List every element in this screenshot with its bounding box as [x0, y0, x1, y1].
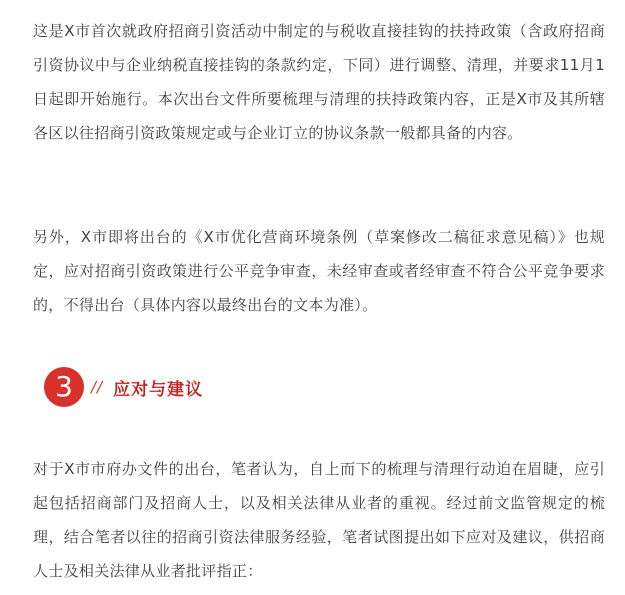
section-number-badge: 3 — [44, 367, 84, 407]
body-paragraph-author-suggestions: 对于X市市府办文件的出台，笔者认为，自上而下的梳理与清理行动迫在眉睫，应引起包括招商部门及招商人士，以及相关法律从业者的重视。经过前文监管规定的梳理，结合笔者以往的招商引资法律服务经验，笔者试图提出如下应对及建议，供招商人士及相关法律从业者批评指正： — [33, 460, 605, 580]
body-paragraph-policy-cleanup: 这是X市首次就政府招商引资活动中制定的与税收直接挂钩的扶持政策（含政府招商引资协议中与企业纳税直接挂钩的条款约定，下同）进行调整、清理，并要求11月1日起即开始施行。本次出台文件所要梳理与清理的扶持政策内容，正是X市及其所辖各区以往招商引资政策规定或与企业订立的协议条款一般都具备的内容。 — [33, 22, 605, 142]
section-heading — [44, 366, 203, 408]
body-paragraph-business-regulation: 另外，X市即将出台的《X市优化营商环境条例（草案修改二稿征求意见稿）》也规定，应对招商引资政策进行公平竞争审查，未经审查或者经审查不符合公平竞争要求的，不得出台（具体内容以最终出台的文本为准）。 — [33, 228, 605, 314]
section-separator: // — [91, 378, 104, 396]
section-title: 应对与建议 — [113, 379, 204, 400]
